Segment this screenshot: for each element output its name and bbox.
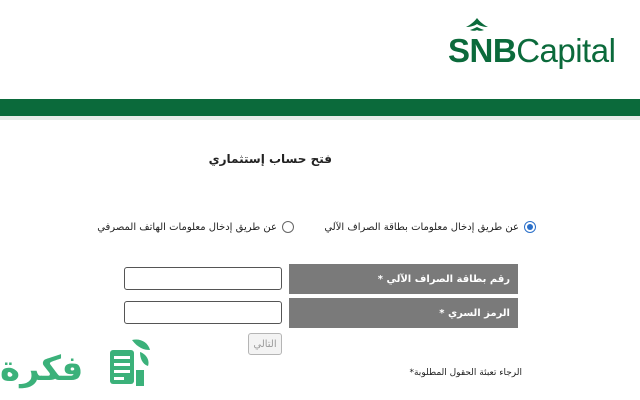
option-phone-banking[interactable]	[97, 218, 294, 236]
phone-banking-radio-label: عن طريق إدخال معلومات الهاتف المصرفي	[97, 221, 277, 233]
card-number-label: رقم بطاقة الصراف الآلي *	[289, 264, 518, 294]
watermark-text: فكرة	[0, 349, 84, 389]
fikra-watermark	[0, 336, 156, 394]
page-title: فتح حساب إستثماري	[208, 152, 332, 166]
logo-wordmark: SNBCapital	[448, 32, 616, 69]
pin-label: الرمز السري *	[289, 298, 518, 328]
next-button[interactable]: التالي	[248, 333, 282, 355]
option-atm-card[interactable]	[324, 218, 536, 236]
card-number-input[interactable]	[124, 267, 282, 290]
book-leaf-icon	[104, 336, 154, 392]
pin-input[interactable]	[124, 301, 282, 324]
atm-card-radio[interactable]	[524, 221, 536, 233]
header-divider-shadow	[0, 116, 640, 120]
phone-banking-radio[interactable]	[282, 221, 294, 233]
header-divider-bar	[0, 99, 640, 116]
snb-capital-logo	[448, 18, 634, 70]
required-fields-note: الرجاء تعبئة الحقول المطلوبة*	[409, 368, 522, 378]
atm-card-radio-label: عن طريق إدخال معلومات بطاقة الصراف الآلي	[324, 221, 519, 233]
